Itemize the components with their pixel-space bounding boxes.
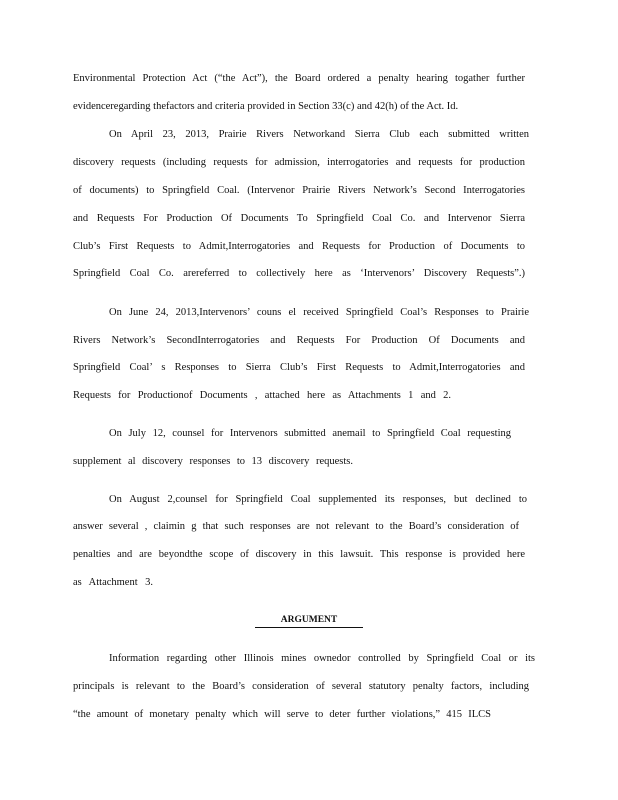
text-line: On July 12, counsel for Intervenors submitted anemail to Springfield Coal requesting (109, 428, 511, 439)
heading-text: ARGUMENT (255, 613, 363, 628)
text-line: Rivers Network’s SecondInterrogatories and Requests For Production Of Documents and (73, 335, 525, 346)
text-line: discovery requests (including requests for admission, interrogatories and requests for production (73, 157, 525, 168)
text-line: supplement al discovery responses to 13 discovery requests. (73, 456, 353, 467)
section-heading (0, 613, 618, 628)
text-line: answer several , claimin g that such responses are not relevant to the Board’s consideration of (73, 521, 519, 532)
text-line: as Attachment 3. (73, 577, 153, 588)
text-line: Springfield Coal Co. arereferred to collectively here as ‘Intervenors’ Discovery Requests”.) (73, 268, 525, 279)
text-line: Environmental Protection Act (“the Act”), the Board ordered a penalty hearing togather further (73, 73, 525, 84)
text-line: and Requests For Production Of Documents To Springfield Coal Co. and Intervenor Sierra (73, 213, 525, 224)
text-line: On August 2,counsel for Springfield Coal supplemented its responses, but declined to (109, 494, 527, 505)
text-line: penalties and are beyondthe scope of discovery in this lawsuit. This response is provided here (73, 549, 525, 560)
text-line: Requests for Productionof Documents , attached here as Attachments 1 and 2. (73, 390, 451, 401)
text-line: On June 24, 2013,Intervenors’ couns el received Springfield Coal’s Responses to Prairie (109, 307, 529, 318)
text-line: Information regarding other Illinois mines ownedor controlled by Springfield Coal or its (109, 653, 535, 664)
text-line: “the amount of monetary penalty which will serve to deter further violations,” 415 ILCS (73, 709, 491, 720)
text-line: evidenceregarding thefactors and criteria provided in Section 33(c) and 42(h) of the Act. Id. (73, 101, 459, 112)
text-line: Club’s First Requests to Admit,Interrogatories and Requests for Production of Documents to (73, 241, 525, 252)
text-line: On April 23, 2013, Prairie Rivers Networkand Sierra Club each submitted written (109, 129, 529, 140)
text-line: of documents) to Springfield Coal. (Intervenor Prairie Rivers Network’s Second Interrogatories (73, 185, 525, 196)
text-line: Springfield Coal’ s Responses to Sierra Club’s First Requests to Admit,Interrogatories and (73, 362, 525, 373)
text-line: principals is relevant to the Board’s consideration of several statutory penalty factors, including (73, 681, 529, 692)
